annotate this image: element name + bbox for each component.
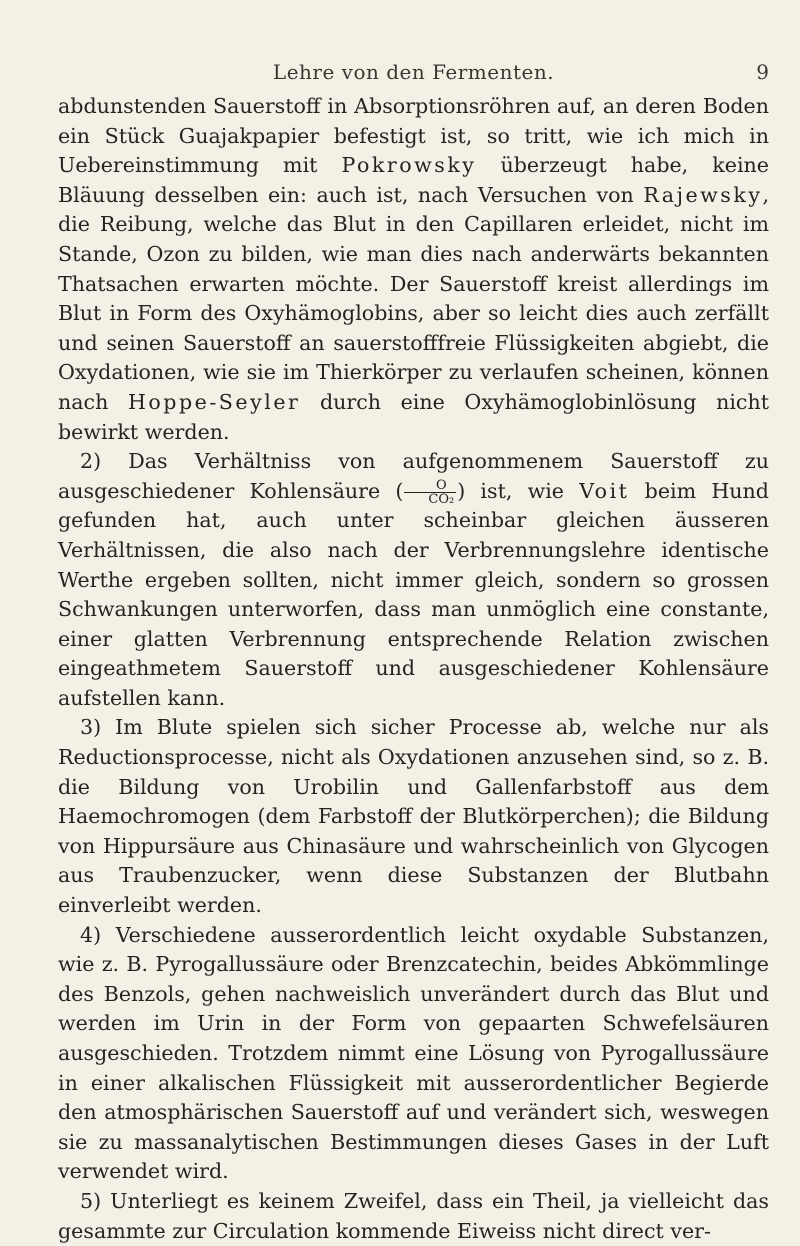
paragraph-2 [58,447,769,713]
text-run: ) ist, wie [457,478,580,503]
paragraph-3: 3) Im Blute spielen sich sicher Processe ab, welche nur als Reductionsprocesse, nicht als Oxydationen anzusehen sind, so z. B. die Bildung von Urobilin und Gallenfarbstoff aus dem Haemochromogen (dem Farbstoff der Blutkörperchen); die Bildung von Hippursäure aus Chinasäure und wahrscheinlich von Glycogen aus Traubenzucker, wenn diese Substanzen der Blutbahn einverleibt werden. [58,715,769,918]
body-text [58,92,769,1246]
author-name-voit: Voit [579,478,630,503]
text-run: durch eine Oxyhämoglobinlösung nicht bewirkt werden. [58,389,770,444]
page-number: 9 [756,60,769,84]
fraction-o-over-co2 [404,479,456,506]
author-name-rajewsky: Rajewsky [643,182,763,207]
text-run: überzeugt habe, keine Bläuung desselben ein: auch ist, nach Versuchen von [58,153,769,207]
paragraph-1 [58,92,769,447]
paragraph-5: 5) Unterliegt es keinem Zweifel, dass ein Theil, ja vielleicht das gesammte zur Circulation kommende Eiweiss nicht direct ver- [58,1188,769,1243]
author-name-hoppe-seyler: Hoppe-Seyler [127,389,301,414]
running-title: Lehre von den Fermenten. [272,60,555,84]
paragraph-4: 4) Verschiedene ausserordentlich leicht oxydable Substanzen, wie z. B. Pyrogallussäure oder Brenzcatechin, beides Abkömmlinge des Benzols, gehen nachweislich unverändert durch das Blut und werden im Urin in der Form von gepaarten Schwefelsäuren ausgeschieden. Trotzdem nimmt eine Lösung von Pyrogallussäure in einer alkalischen Flüssigkeit mit ausserordentlicher Begierde den atmosphärischen Sauerstoff auf und verändert sich, weswegen sie zu massanalytischen Bestimmungen dieses Gases in der Luft verwendet wird. [58,922,769,1184]
fraction-numerator: O [404,479,456,493]
text-run: 2) Das Verhältniss von aufgenommenem Sauerstoff zu ausgeschiedener Kohlensäure ( [58,449,769,503]
text-run: , die Reibung, welche das Blut in den Capillaren erleidet, nicht im Stande, Ozon zu bilden, wie man dies nach anderwärts bekannten Thatsachen erwarten möchte. Der Sauerstoff kreist allerdings im Blut in Form des Oxyhämoglobins, aber so leicht dies auch zerfällt und seinen Sauerstoff an sauerstofffreie Flüssigkeiten abgiebt, die Oxydationen, wie sie im Thierkörper zu verlaufen scheinen, können nach [58,182,769,414]
text-run: abdunstenden Sauerstoff in Absorptionsröhren auf, an deren Boden ein Stück Guajakpapier befestigt ist, so tritt, wie ich mich in Uebereinstimmung mit [58,94,769,178]
fraction-denominator: CO₂ [428,491,455,507]
text-run: beim Hund gefunden hat, auch unter scheinbar gleichen äusseren Verhältnissen, die also nach der Verbrennungslehre identische Werthe ergeben sollten, nicht immer gleich, sondern so grossen Schwankungen unterworfen, dass man unmöglich eine constante, einer glatten Verbrennung entsprechende Relation zwischen eingeathmetem Sauerstoff und ausgeschiedener Kohlensäure aufstellen kann. [58,478,769,710]
author-name-pokrowsky: Pokrowsky [341,153,477,178]
running-header [58,60,769,90]
